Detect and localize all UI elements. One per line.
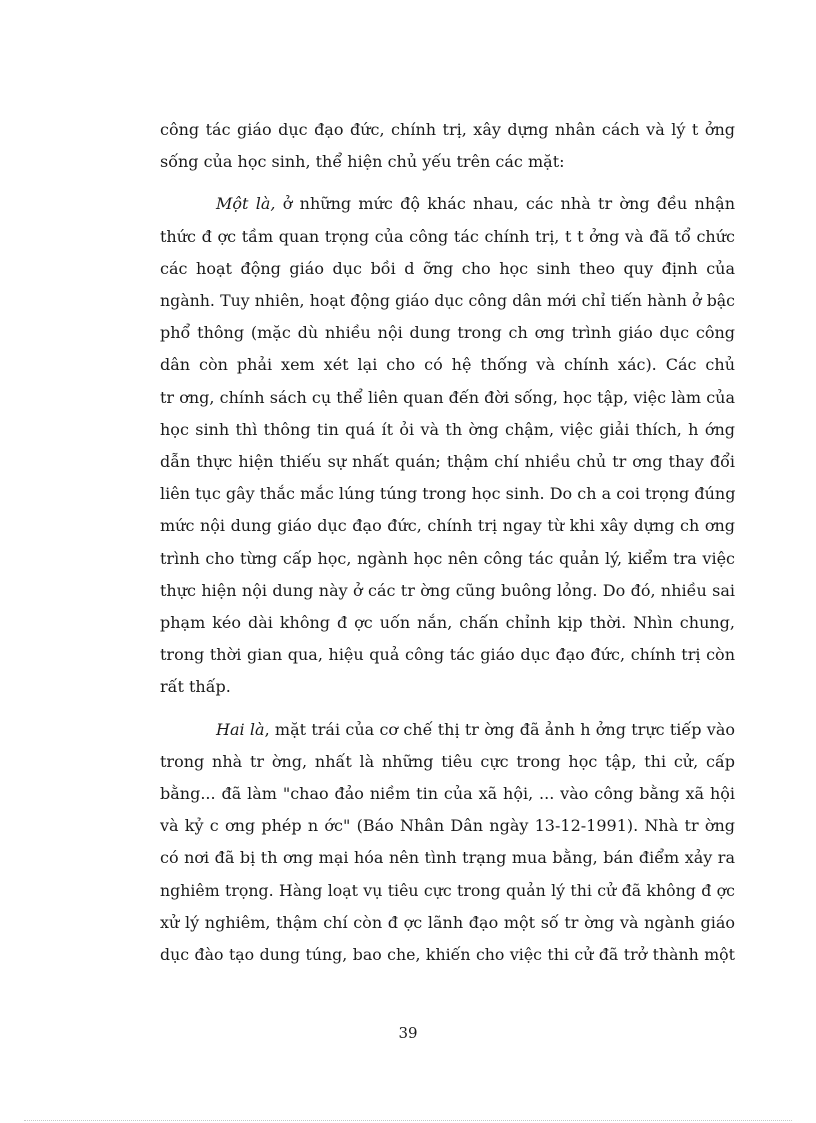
text-line: dẫn thực hiện thiếu sự nhất quán; thậm chí nhiều chủ tr ơng thay đổi: [160, 452, 735, 472]
text-line-rest: , mặt trái của cơ chế thị tr ờng đã ảnh h ởng trực tiếp vào: [264, 719, 736, 739]
paragraph-lead: Hai là: [216, 719, 265, 739]
text-line: có nơi đã bị th ơng mại hóa nên tình trạng mua bằng, bán điểm xảy ra: [160, 848, 735, 868]
page-bottom-divider: [24, 1120, 792, 1121]
paragraph-lead: Một là,: [216, 194, 276, 214]
text-line: dân còn phải xem xét lại cho có hệ thống và chính xác). Các chủ: [160, 355, 735, 375]
text-line: bằng... đã làm "chao đảo niềm tin của xã hội, ... vào công bằng xã hội: [160, 784, 735, 804]
text-line: sống của học sinh, thể hiện chủ yếu trên các mặt:: [160, 152, 565, 172]
page-number: 39: [398, 1024, 418, 1042]
text-line: mức nội dung giáo dục đạo đức, chính trị ngay từ khi xây dựng ch ơng: [160, 516, 735, 536]
text-line: tr ơng, chính sách cụ thể liên quan đến đời sống, học tập, việc làm của: [160, 387, 735, 407]
paragraph-mot-la: [160, 188, 735, 703]
text-line: nghiêm trọng. Hàng loạt vụ tiêu cực trong quản lý thi cử đã không đ ợc: [160, 880, 735, 900]
text-line: và kỷ c ơng phép n ớc" (Báo Nhân Dân ngày 13-12-1991). Nhà tr ờng: [160, 816, 735, 836]
text-line: phổ thông (mặc dù nhiều nội dung trong ch ơng trình giáo dục công: [160, 323, 735, 343]
paragraph-intro: [160, 114, 735, 178]
text-line-first: [160, 714, 735, 746]
text-line: các hoạt động giáo dục bồi d ỡng cho học sinh theo quy định của: [160, 258, 735, 278]
text-line: liên tục gây thắc mắc lúng túng trong học sinh. Do ch a coi trọng đúng: [160, 484, 736, 504]
text-line: phạm kéo dài không đ ợc uốn nắn, chấn chỉnh kịp thời. Nhìn chung,: [160, 613, 735, 633]
text-line: thức đ ợc tầm quan trọng của công tác chính trị, t t ởng và đã tổ chức: [160, 226, 735, 246]
text-line: trình cho từng cấp học, ngành học nên công tác quản lý, kiểm tra việc: [160, 548, 735, 568]
text-line: học sinh thì thông tin quá ít ỏi và th ờng chậm, việc giải thích, h ớng: [160, 419, 735, 439]
text-line: dục đào tạo dung túng, bao che, khiến cho việc thi cử đã trở thành một: [160, 945, 735, 965]
text-line: xử lý nghiêm, thậm chí còn đ ợc lãnh đạo một số tr ờng và ngành giáo: [160, 912, 735, 932]
text-line: trong thời gian qua, hiệu quả công tác giáo dục đạo đức, chính trị còn: [160, 645, 735, 665]
text-line-first: [160, 188, 735, 220]
document-body: [160, 114, 735, 971]
text-line: rất thấp.: [160, 677, 231, 697]
text-line: công tác giáo dục đạo đức, chính trị, xây dựng nhân cách và lý t ởng: [160, 120, 735, 139]
paragraph-hai-la: [160, 714, 735, 972]
text-line: thực hiện nội dung này ở các tr ờng cũng buông lỏng. Do đó, nhiều sai: [160, 580, 735, 600]
text-line: trong nhà tr ờng, nhất là những tiêu cực trong học tập, thi cử, cấp: [160, 751, 735, 771]
text-line-rest: ở những mức độ khác nhau, các nhà tr ờng đều nhận: [275, 194, 735, 214]
text-line: ngành. Tuy nhiên, hoạt động giáo dục công dân mới chỉ tiến hành ở bậc: [160, 291, 735, 311]
